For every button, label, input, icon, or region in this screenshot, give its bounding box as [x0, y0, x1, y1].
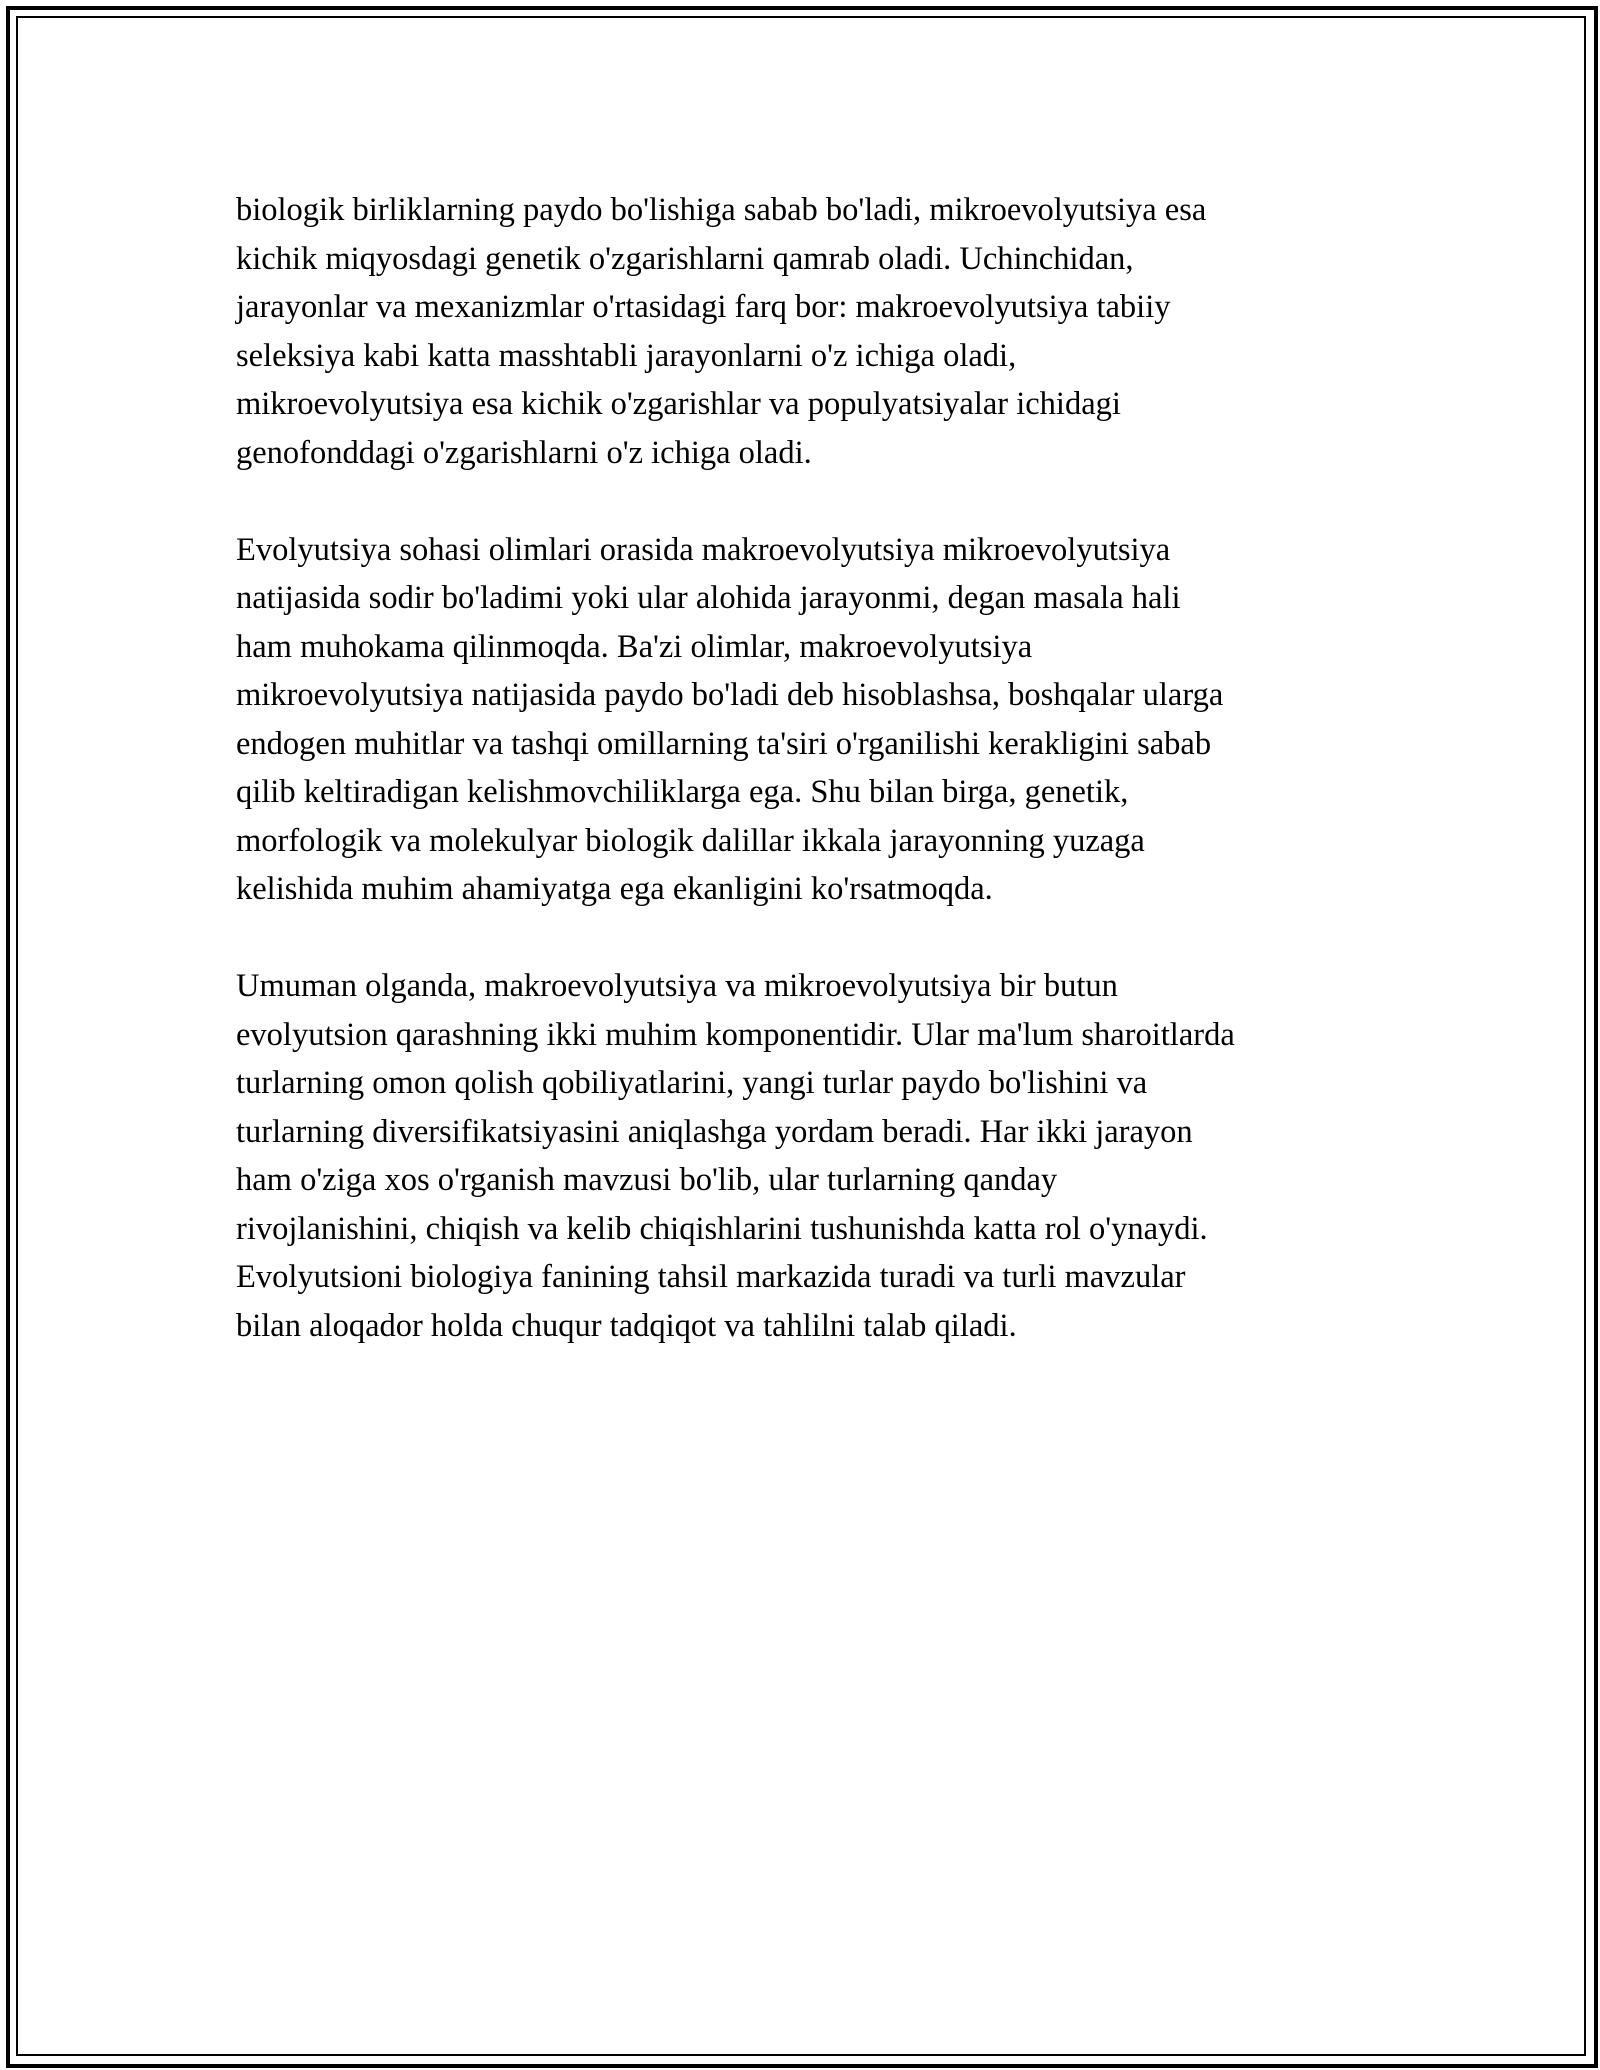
- paragraph-2: Evolyutsiya sohasi olimlari orasida makroevolyutsiya mikroevolyutsiya natijasida sodir bo'ladimi yoki ular alohida jarayonmi, degan masala hali ham muhokama qilinmoqda. Ba'zi olimlar, makroevolyutsiya mikroevolyutsiya natijasida paydo bo'ladi deb hisoblashsa, boshqalar ularga endogen muhitlar va tashqi omillarning ta'siri o'rganilishi kerakligini sabab qilib keltiradigan kelishmovchiliklarga ega. Shu bilan birga, genetik, morfologik va molekulyar biologik dalillar ikkala jarayonning yuzaga kelishida muhim ahamiyatga ega ekanligini ko'rsatmoqda.: [236, 531, 1224, 907]
- paragraph-3: Umuman olganda, makroevolyutsiya va mikroevolyutsiya bir butun evolyutsion qarashning ikki muhim komponentidir. Ular ma'lum sharoitlarda turlarning omon qolish qobiliyatlarini, yangi turlar paydo bo'lishini va turlarning diversifikatsiyasini aniqlashga yordam beradi. Har ikki jarayon ham o'ziga xos o'rganish mavzusi bo'lib, ular turlarning qanday rivojlanishini, chiqish va kelib chiqishlarini tushunishda katta rol o'ynaydi. Evolyutsioni biologiya fanining tahsil markazida turadi va turli mavzular bilan aloqador holda chuqur tadqiqot va tahlilni talab qiladi.: [236, 968, 1235, 1344]
- paragraph-1: biologik birliklarning paydo bo'lishiga sabab bo'ladi, mikroevolyutsiya esa kichik miqyosdagi genetik o'zgarishlarni qamrab oladi. Uchinchidan, jarayonlar va mexanizmlar o'rtasidagi farq bor: makroevolyutsiya tabiiy seleksiya kabi katta masshtabli jarayonlarni o'z ichiga oladi, mikroevolyutsiya esa kichik o'zgarishlar va populyatsiyalar ichidagi genofonddagi o'zgarishlarni o'z ichiga oladi.: [236, 192, 1207, 471]
- document-body: [236, 186, 1376, 1399]
